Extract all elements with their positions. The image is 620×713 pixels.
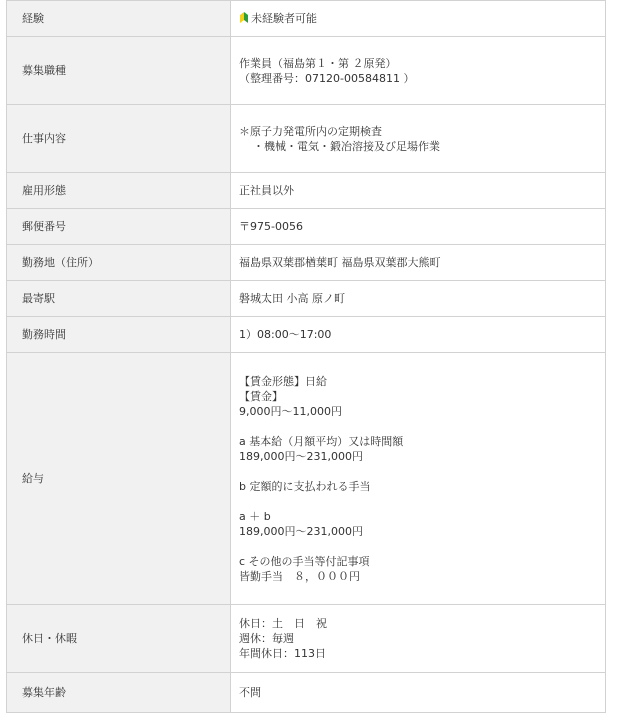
value-holidays <box>231 605 606 673</box>
row-employment-type <box>7 173 606 209</box>
row-job-content <box>7 105 606 173</box>
salary-line: 皆勤手当 ８，０００円 <box>239 569 360 583</box>
value-work-location: 福島県双葉郡楢葉町 福島県双葉郡大熊町 <box>231 245 606 281</box>
value-job-content <box>231 105 606 173</box>
experience-text: 未経験者可能 <box>251 12 317 25</box>
row-salary <box>7 353 606 605</box>
salary-spacer <box>239 419 605 434</box>
salary-spacer <box>239 539 605 554</box>
job-detail-table <box>6 0 606 713</box>
label-job-title: 募集職種 <box>7 37 231 105</box>
label-postal-code: 郵便番号 <box>7 209 231 245</box>
row-working-hours <box>7 317 606 353</box>
salary-line: 【賃金】 <box>239 389 283 403</box>
row-holidays <box>7 605 606 673</box>
label-nearest-station: 最寄駅 <box>7 281 231 317</box>
label-holidays: 休日・休暇 <box>7 605 231 673</box>
row-work-location <box>7 245 606 281</box>
value-nearest-station: 磐城太田 小高 原ノ町 <box>231 281 606 317</box>
salary-line: 189,000円～231,000円 <box>239 449 363 463</box>
holiday-line: 年間休日：113日 <box>239 647 326 660</box>
label-work-location: 勤務地（住所） <box>7 245 231 281</box>
label-salary: 給与 <box>7 353 231 605</box>
job-title-line: 作業員（福島第１・第 ２原発） <box>239 56 397 70</box>
job-content-line: ・機械・電気・鍛冶溶接及び足場作業 <box>253 139 440 153</box>
salary-spacer <box>239 464 605 479</box>
holiday-line: 休日：土 日 祝 <box>239 617 327 630</box>
row-age <box>7 673 606 713</box>
salary-line: 【賃金形態】日給 <box>239 374 327 388</box>
salary-line: a 基本給（月額平均）又は時間額 <box>239 434 404 448</box>
job-content-line: ＊原子力発電所内の定期検査 <box>239 124 382 138</box>
salary-spacer <box>239 494 605 509</box>
value-salary <box>231 353 606 605</box>
label-job-content: 仕事内容 <box>7 105 231 173</box>
row-experience <box>7 1 606 37</box>
value-working-hours: 1）08:00～17:00 <box>231 317 606 353</box>
value-postal-code: 〒975-0056 <box>231 209 606 245</box>
value-experience <box>231 1 606 37</box>
job-reference-number: （整理番号：07120-00584811 ） <box>239 71 415 85</box>
beginner-leaf-icon <box>239 11 249 24</box>
salary-line: b 定額的に支払われる手当 <box>239 479 371 493</box>
salary-line: a ＋ b <box>239 509 271 523</box>
label-employment-type: 雇用形態 <box>7 173 231 209</box>
row-nearest-station <box>7 281 606 317</box>
label-experience: 経験 <box>7 1 231 37</box>
holiday-line: 週休：毎週 <box>239 632 294 645</box>
label-age: 募集年齢 <box>7 673 231 713</box>
value-job-title <box>231 37 606 105</box>
salary-line: 189,000円～231,000円 <box>239 524 363 538</box>
row-postal-code <box>7 209 606 245</box>
salary-line: c その他の手当等付記事項 <box>239 554 370 568</box>
row-job-title <box>7 37 606 105</box>
value-age: 不問 <box>231 673 606 713</box>
label-working-hours: 勤務時間 <box>7 317 231 353</box>
salary-line: 9,000円～11,000円 <box>239 404 342 418</box>
value-employment-type: 正社員以外 <box>231 173 606 209</box>
